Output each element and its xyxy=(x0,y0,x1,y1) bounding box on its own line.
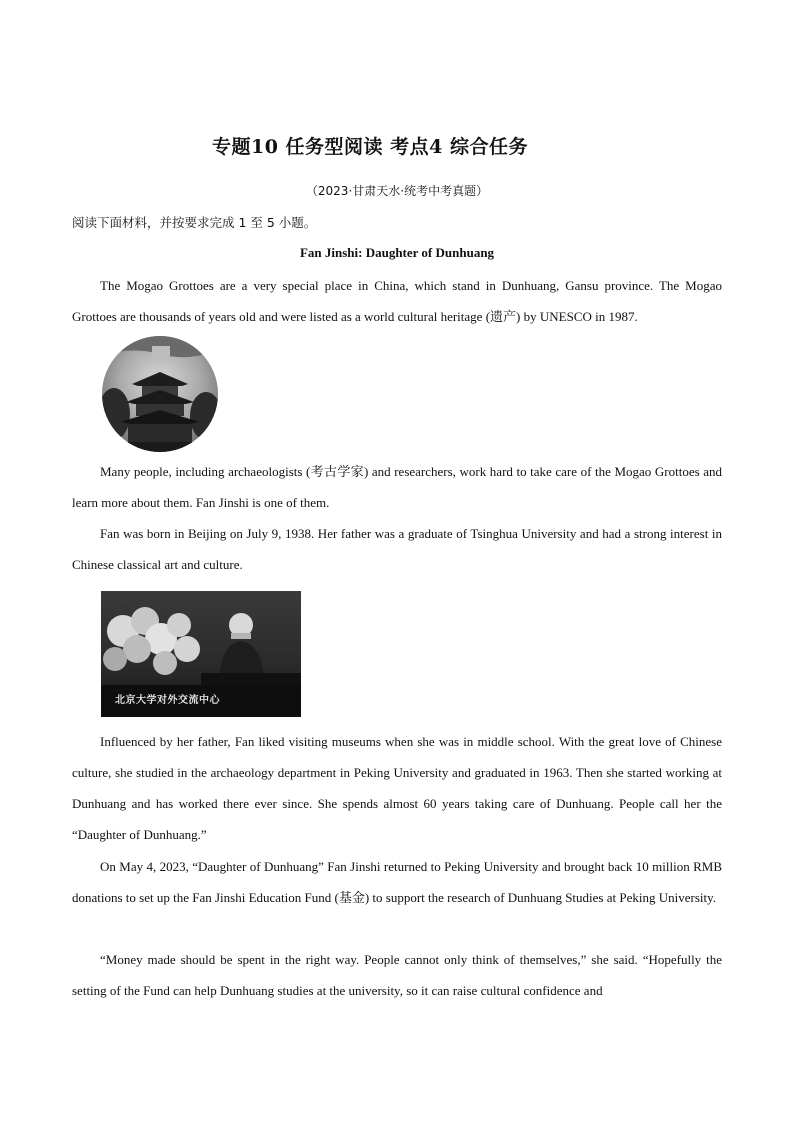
paragraph-2: Many people, including archaeologists (考古学家) and researchers, work hard to take care of the Mogao Grottoes and learn more about them. Fan Jinshi is one of them. xyxy=(72,464,722,510)
paragraph-3: Fan was born in Beijing on July 9, 1938. Her father was a graduate of Tsinghua University and had a strong interest in Chinese classical art and culture. xyxy=(72,526,722,572)
paragraph-5: On May 4, 2023, “Daughter of Dunhuang” Fan Jinshi returned to Peking University and brought back 10 million RMB donations to set up the Fan Jinshi Education Fund (基金) to support the research of Dunhuang Studies at Peking University. xyxy=(72,859,722,905)
article-title: Fan Jinshi: Daughter of Dunhuang xyxy=(299,245,495,260)
fan-jinshi-podium-photo xyxy=(101,591,301,717)
podium-banner-text: 北京大学对外交流中心 xyxy=(115,695,220,706)
paragraph-4: Influenced by her father, Fan liked visiting museums when she was in middle school. With the great love of Chinese culture, she studied in the archaeology department in Peking University and graduated in 1963. Then she started working at Dunhuang and has worked there ever since. She spends almost 60 years taking care of Dunhuang. People call her the “Daughter of Dunhuang.” xyxy=(72,734,722,842)
paragraph-6: “Money made should be spent in the right way. People cannot only think of themselves,” she said. “Hopefully the setting of the Fund can help Dunhuang studies at the university, so it can raise cultural confidence and xyxy=(72,952,722,998)
instruction-text: 阅读下面材料，并按要求完成 1 至 5 小题。 xyxy=(72,215,317,230)
exam-source: （2023·甘肃天水·统考中考真题） xyxy=(305,184,489,198)
grotto-pavilion-illustration xyxy=(102,336,218,452)
paragraph-1: The Mogao Grottoes are a very special place in China, which stand in Dunhuang, Gansu province. The Mogao Grottoes are thousands of years old and were listed as a world cultural heritage (遗产) by UNESCO in 1987. xyxy=(72,278,722,324)
page-title: 专题10 任务型阅读 考点4 综合任务 xyxy=(211,136,528,158)
mogao-grotto-photo xyxy=(102,336,218,452)
